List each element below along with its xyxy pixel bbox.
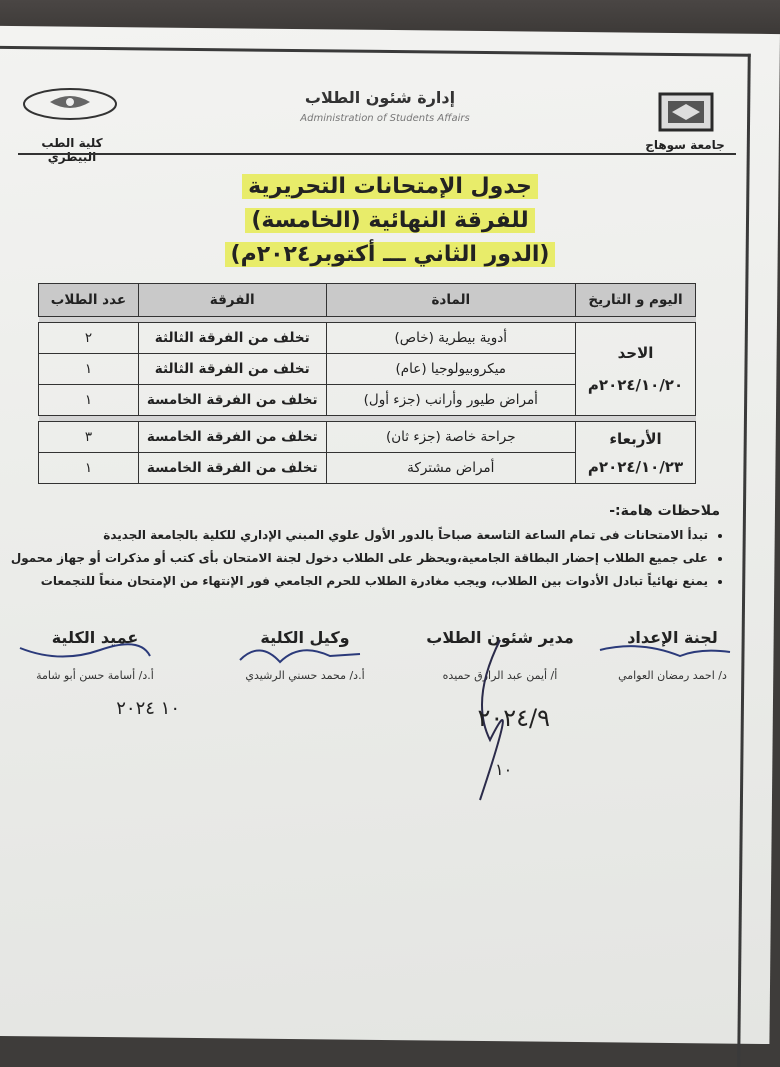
university-logo [658, 92, 714, 132]
handwritten-signatures [0, 620, 760, 830]
notes-list [8, 528, 726, 597]
signature-title: عميد الكلية [51, 628, 139, 647]
subject-cell: ميكروبيولوجيا (عام) [326, 354, 576, 385]
subject-cell: جراحة خاصة (جزء ثان) [326, 422, 576, 453]
date-label: ٢٠٢٤/١٠/٢٠م [587, 376, 684, 394]
count-cell: ١ [39, 453, 139, 484]
class-cell: تخلف من الفرقة الثالثة [138, 354, 326, 385]
day-date-cell [576, 422, 696, 484]
header-divider [18, 153, 736, 155]
signature-title: لجنة الإعداد [627, 628, 718, 647]
note-item: • تبدأ الامتحانات فى تمام الساعة التاسعة صباحاً بالدور الأول علوي المبني الإداري للكلية بالجامعة الجديدة [8, 528, 708, 542]
column-header: اليوم و التاريخ [576, 284, 696, 317]
column-header: الفرقة [138, 284, 326, 317]
title-line-2: للفرقة النهائية (الخامسة) [200, 208, 580, 233]
faculty-logo [20, 84, 120, 124]
handwritten-date-center: ٢٠٢٤/٩ [477, 704, 550, 732]
subject-cell: أمراض مشتركة [326, 453, 576, 484]
title-line-1: جدول الإمتحانات التحريرية [200, 174, 580, 199]
day-label: الاحد [617, 344, 654, 362]
exam-schedule-table [38, 283, 696, 484]
class-cell: تخلف من الفرقة الخامسة [138, 453, 326, 484]
dean-signature-scribble [20, 644, 150, 656]
signature-name: أ/ أيمن عبد الرازق حميده [442, 669, 558, 682]
count-cell: ١ [39, 354, 139, 385]
notes-heading: ملاحظات هامة:- [609, 503, 720, 519]
prep-signature-scribble [600, 646, 730, 656]
class-cell: تخلف من الفرقة الخامسة [138, 422, 326, 453]
class-cell: تخلف من الفرقة الخامسة [138, 385, 326, 416]
department-title: إدارة شئون الطلاب [304, 88, 456, 107]
faculty-name: كلية الطب البيطري [41, 136, 103, 164]
table-header-row [39, 284, 696, 317]
subject-cell: أدوية بيطرية (خاص) [326, 323, 576, 354]
table-row [39, 323, 696, 354]
signature-title: مدير شئون الطلاب [426, 628, 574, 647]
column-header: المادة [326, 284, 576, 317]
note-item: • يمنع نهائياً تبادل الأدوات بين الطلاب، ويجب مغادرة الطلاب للحرم الجامعي فور الإنتهاء من الإمتحان منعاً للتجمعات [8, 574, 708, 588]
day-date-cell [576, 323, 696, 416]
department-title-en: Administration of Students Affairs [300, 113, 470, 124]
signature-name: أ.د/ أسامة حسن أبو شامة [36, 669, 154, 682]
handwritten-date-left: ١٠ ٢٠٢٤ [116, 698, 180, 719]
faculty-emblem-icon [20, 84, 120, 124]
handwritten-ten: ١٠ [495, 760, 513, 779]
table-row [39, 422, 696, 453]
count-cell: ٢ [39, 323, 139, 354]
subject-cell: أمراض طيور وأرانب (جزء أول) [326, 385, 576, 416]
day-label: الأربعاء [609, 429, 662, 448]
date-label: ٢٠٢٤/١٠/٢٣م [587, 457, 684, 476]
signature-title: وكيل الكلية [260, 628, 350, 647]
university-seal-icon [658, 92, 714, 132]
count-cell: ٣ [39, 422, 139, 453]
signature-name: د/ احمد رمضان العوامي [618, 669, 727, 682]
class-cell: تخلف من الفرقة الثالثة [138, 323, 326, 354]
column-header: عدد الطلاب [39, 284, 139, 317]
count-cell: ١ [39, 385, 139, 416]
note-item: • على جميع الطلاب إحضار البطاقة الجامعية،ويحظر على الطلاب دخول لجنة الامتحان بأى كتب أو مذكرات أو جهاز محمول [8, 551, 708, 565]
signature-name: أ.د/ محمد حسني الرشيدي [245, 669, 365, 682]
vice-dean-signature-scribble [240, 650, 360, 662]
university-name: جامعة سوهاج [645, 138, 725, 152]
title-line-3: (الدور الثاني ـــ أكتوبر٢٠٢٤م) [190, 242, 590, 267]
